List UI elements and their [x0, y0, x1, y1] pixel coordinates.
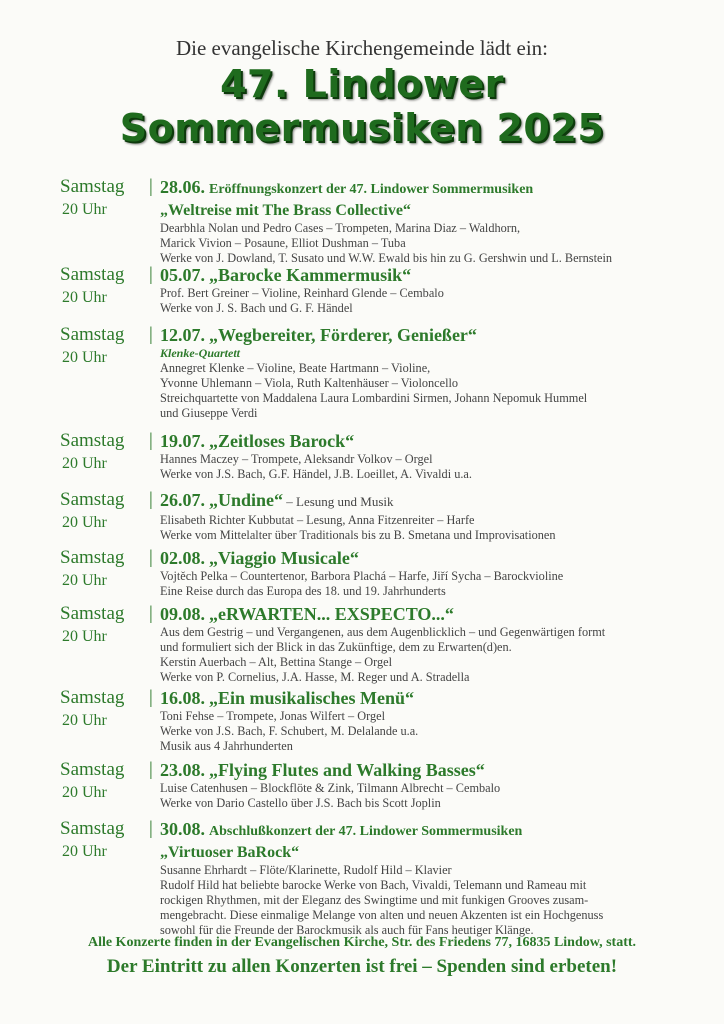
event-detail-line: Dearbhla Nolan und Pedro Cases – Trompeten, Marina Diaz – Waldhorn,: [160, 221, 521, 235]
event-headline: [160, 264, 680, 286]
event-title: „Viaggio Musicale“: [209, 548, 359, 568]
event-detail-line: Hannes Maczey – Trompete, Aleksandr Volkov – Orgel: [160, 452, 433, 466]
divider: |: [149, 687, 153, 708]
event-title-suffix: – Lesung und Musik: [283, 494, 394, 509]
event-day: Samstag: [60, 687, 125, 708]
event-content: [160, 603, 680, 685]
event-detail-line: Toni Fehse – Trompete, Jonas Wilfert – Orgel: [160, 709, 385, 723]
event-detail-line: Annegret Klenke – Violine, Beate Hartmann – Violine,: [160, 361, 431, 375]
event-headline: [160, 324, 680, 346]
event-time: 20 Uhr: [62, 455, 107, 472]
event-subtitle: „Weltreise mit The Brass Collective“: [160, 202, 411, 219]
event-entry: [60, 430, 680, 482]
event-day: Samstag: [60, 489, 125, 510]
event-detail-line: und Giuseppe Verdi: [160, 406, 258, 420]
event-detail-line: Aus dem Gestrig – und Vergangenen, aus dem Augenblicklich – und Gegenwärtigen formt: [160, 625, 606, 639]
event-headline: [160, 818, 680, 843]
event-content: [160, 264, 680, 316]
event-detail-line: Werke von Dario Castello über J.S. Bach bis Scott Joplin: [160, 796, 441, 810]
event-detail-line: Yvonne Uhlemann – Viola, Ruth Kaltenhäuser – Violoncello: [160, 376, 459, 390]
event-detail-line: und formuliert sich der Blick in das Zukünftige, dem zu Erwarten(d)en.: [160, 640, 512, 654]
intro-text: Die evangelische Kirchengemeinde lädt ein:: [175, 36, 548, 60]
title-line-2: Sommermusiken 2025: [119, 106, 605, 150]
event-detail-line: sowohl für die Freunde der Barockmusik als auch für Fans heutiger Klänge.: [160, 923, 534, 937]
event-title: „eRWARTEN... EXSPECTO...“: [209, 604, 454, 624]
event-time: 20 Uhr: [62, 289, 107, 306]
event-headline: [160, 489, 680, 513]
event-day: Samstag: [60, 759, 125, 780]
event-time: 20 Uhr: [62, 628, 107, 645]
event-headline: [160, 547, 680, 569]
event-title: „Wegbereiter, Förderer, Genießer“: [209, 325, 477, 345]
event-detail-line: Eine Reise durch das Europa des 18. und 19. Jahrhunderts: [160, 584, 446, 598]
event-detail-line: Musik aus 4 Jahrhunderten: [160, 739, 293, 753]
event-content: [160, 430, 680, 482]
footer-entry: Der Eintritt zu allen Konzerten ist frei – Spenden sind erbeten!: [106, 956, 618, 977]
event-title: „Ein musikalisches Menü“: [209, 688, 415, 708]
event-headline: [160, 603, 680, 625]
event-day: Samstag: [60, 176, 125, 197]
event-detail-line: Rudolf Hild hat beliebte barocke Werke von Bach, Vivaldi, Telemann und Rameau mit: [160, 878, 587, 892]
event-heading: Abschlußkonzert der 47. Lindower Sommermusiken: [209, 824, 523, 839]
event-date: 02.08.: [160, 548, 205, 568]
event-content: [160, 818, 680, 938]
event-date: 28.06.: [160, 177, 205, 197]
event-time: 20 Uhr: [62, 572, 107, 589]
event-date: 16.08.: [160, 688, 205, 708]
event-day: Samstag: [60, 603, 125, 624]
event-title: „Undine“: [209, 490, 284, 510]
event-time: 20 Uhr: [62, 514, 107, 531]
event-detail-line: Kerstin Auerbach – Alt, Bettina Stange – Orgel: [160, 655, 393, 669]
divider: |: [149, 759, 153, 780]
divider: |: [149, 489, 153, 510]
event-title: „Zeitloses Barock“: [209, 431, 355, 451]
divider: |: [149, 818, 153, 839]
event-entry: [60, 264, 680, 316]
event-content: [160, 547, 680, 599]
event-ensemble: Klenke-Quartett: [160, 346, 240, 360]
event-content: [160, 759, 680, 811]
event-detail-line: Streichquartette von Maddalena Laura Lombardini Sirmen, Johann Nepomuk Hummel: [160, 391, 588, 405]
event-content: [160, 176, 680, 266]
event-date: 26.07.: [160, 490, 205, 510]
event-day: Samstag: [60, 430, 125, 451]
event-day: Samstag: [60, 264, 125, 285]
event-entry: [60, 759, 680, 811]
event-detail-line: Werke von J.S. Bach, G.F. Händel, J.B. Loeillet, A. Vivaldi u.a.: [160, 467, 472, 481]
divider: |: [149, 176, 153, 197]
divider: |: [149, 430, 153, 451]
divider: |: [149, 264, 153, 285]
event-date: 19.07.: [160, 431, 205, 451]
divider: |: [149, 547, 153, 568]
divider: |: [149, 324, 153, 345]
event-detail-line: Marick Vivion – Posaune, Elliot Dushman – Tuba: [160, 236, 406, 250]
event-detail-line: Werke vom Mittelalter über Traditionals bis zu B. Smetana und Improvisationen: [160, 528, 556, 542]
event-entry: [60, 547, 680, 599]
event-content: [160, 324, 680, 421]
event-detail-line: Luise Catenhusen – Blockflöte & Zink, Tilmann Albrecht – Cembalo: [160, 781, 501, 795]
event-detail-line: Vojtěch Pelka – Countertenor, Barbora Plachá – Harfe, Jiří Sycha – Barockvioline: [160, 569, 564, 583]
event-date: 30.08.: [160, 819, 205, 839]
event-day: Samstag: [60, 324, 125, 345]
event-headline: [160, 430, 680, 452]
event-detail-line: Werke von J.S. Bach, F. Schubert, M. Delalande u.a.: [160, 724, 419, 738]
event-detail-line: Werke von P. Cornelius, J.A. Hasse, M. Reger und A. Stradella: [160, 670, 470, 684]
event-day: Samstag: [60, 547, 125, 568]
event-detail-line: Prof. Bert Greiner – Violine, Reinhard Glende – Cembalo: [160, 286, 444, 300]
event-entry: [60, 324, 680, 421]
event-date: 23.08.: [160, 760, 205, 780]
event-detail-line: Werke von J. S. Bach und G. F. Händel: [160, 301, 353, 315]
event-headline: [160, 687, 680, 709]
event-date: 05.07.: [160, 265, 205, 285]
event-detail-line: mengebracht. Diese einmalige Melange von alten und neuen Akzenten ist ein Hochgenuss: [160, 908, 604, 922]
event-detail-line: rockigen Rhythmen, mit der Eleganz des Swingtime und mit funkigen Grooves zusam-: [160, 893, 589, 907]
event-time: 20 Uhr: [62, 843, 107, 860]
event-time: 20 Uhr: [62, 784, 107, 801]
event-date: 09.08.: [160, 604, 205, 624]
event-detail-line: Werke von J. Dowland, T. Susato und W.W. Ewald bis hin zu G. Gershwin und L. Bernstein: [160, 251, 613, 265]
event-time: 20 Uhr: [62, 201, 107, 218]
event-heading: Eröffnungskonzert der 47. Lindower Sommermusiken: [209, 182, 534, 197]
event-entry: [60, 818, 680, 938]
event-headline: [160, 759, 680, 781]
event-content: [160, 687, 680, 754]
event-time: 20 Uhr: [62, 712, 107, 729]
divider: |: [149, 603, 153, 624]
event-date: 12.07.: [160, 325, 205, 345]
title-line-1: 47. Lindower: [220, 62, 504, 106]
event-subtitle: „Virtuoser BaRock“: [160, 844, 300, 861]
event-entry: [60, 687, 680, 754]
event-headline: [160, 176, 680, 201]
event-title: „Barocke Kammermusik“: [209, 265, 412, 285]
event-time: 20 Uhr: [62, 349, 107, 366]
event-entry: [60, 489, 680, 543]
event-detail-line: Elisabeth Richter Kubbutat – Lesung, Anna Fitzenreiter – Harfe: [160, 513, 475, 527]
event-entry: [60, 176, 680, 266]
footer-location: Alle Konzerte finden in der Evangelischen Kirche, Str. des Friedens 77, 16835 Lindow, statt.: [87, 935, 637, 950]
event-entry: [60, 603, 680, 685]
event-day: Samstag: [60, 818, 125, 839]
event-content: [160, 489, 680, 543]
event-detail-line: Susanne Ehrhardt – Flöte/Klarinette, Rudolf Hild – Klavier: [160, 863, 452, 877]
event-title: „Flying Flutes and Walking Basses“: [209, 760, 485, 780]
